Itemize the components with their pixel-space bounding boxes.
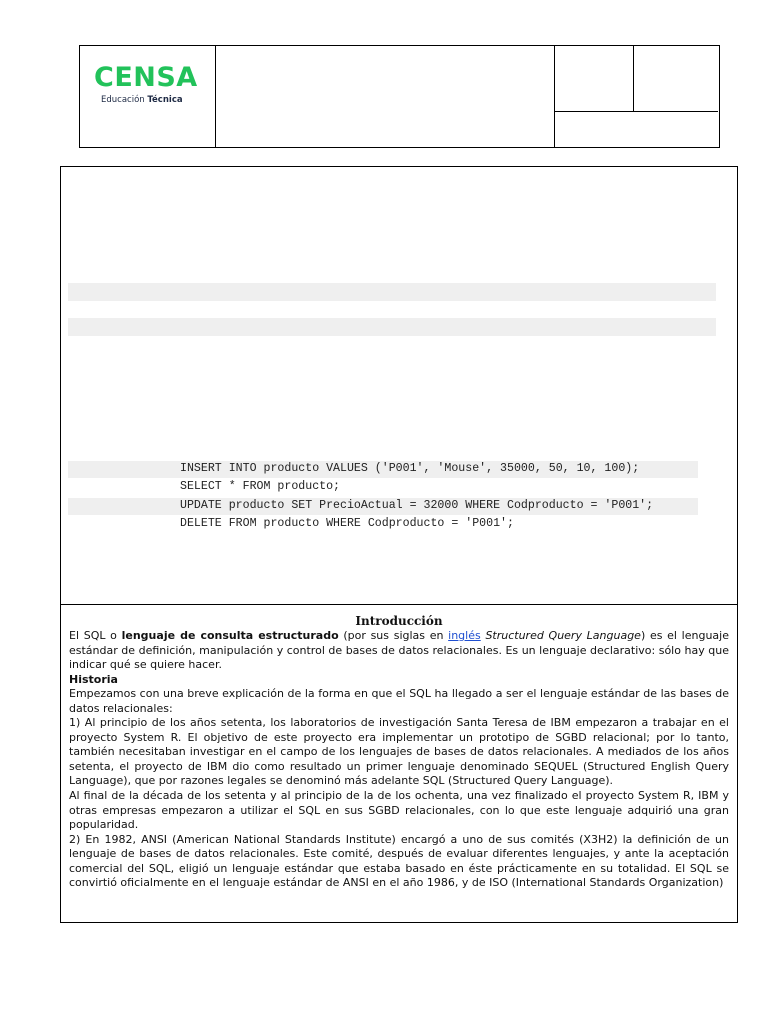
historia-paragraph-3: Al final de la década de los setenta y al principio de la de los ochenta, una vez finalizado el proyecto System R, IBM y otras empresas empezaron a utilizar el SQL en sus SGBD relacionales, con lo que este lenguaje adquirió una gran popularidad. xyxy=(69,789,729,832)
header-title-cell xyxy=(216,46,555,147)
header-cell-b xyxy=(634,46,718,112)
intro-paragraph: El SQL o lenguaje de consulta estructurado (por sus siglas en inglés Structured Query Language) es el lenguaje estándar de definición, manipulación y control de bases de datos relacionales. Es un lenguaje declarativo: sólo hay que indicar qué se quiere hacer. xyxy=(69,629,729,672)
shaded-line xyxy=(68,283,716,301)
censa-logo: CENSA xyxy=(94,62,198,93)
historia-paragraph-1: Empezamos con una breve explicación de la forma en que el SQL ha llegado a ser el lenguaje estándar de las bases de datos relacionales: xyxy=(69,687,729,715)
document-header-table xyxy=(79,45,720,148)
code-line-select: SELECT * FROM producto; xyxy=(180,480,341,493)
historia-paragraph-2: 1) Al principio de los años setenta, los laboratorios de investigación Santa Teresa de IBM empezaron a trabajar en el proyecto System R. El objetivo de este proyecto era implementar un prototipo de SGBD relacional; por lo tanto, también necesitaban investigar en el campo de los lenguajes de bases de datos relacionales. A mediados de los años setenta, el proyecto de IBM dio como resultado un primer lenguaje denominado SEQUEL (Structured English Query Language), que por razones legales se denominó más adelante SQL (Structured Query Language). xyxy=(69,716,729,788)
shaded-line xyxy=(68,318,716,336)
code-line-delete: DELETE FROM producto WHERE Codproducto = 'P001'; xyxy=(180,517,514,530)
header-cell-c xyxy=(555,112,718,147)
introduction-section xyxy=(61,613,737,891)
historia-heading: Historia xyxy=(69,672,118,686)
content-frame xyxy=(60,166,738,923)
code-line-update: UPDATE producto SET PrecioActual = 32000 WHERE Codproducto = 'P001'; xyxy=(180,499,654,512)
intro-title: Introducción xyxy=(355,614,443,628)
code-line-insert: INSERT INTO producto VALUES ('P001', 'Mouse', 35000, 50, 10, 100); xyxy=(180,462,640,475)
ingles-link[interactable]: inglés xyxy=(448,629,481,642)
logo-subtitle: Educación Técnica xyxy=(101,95,183,105)
logo-cell xyxy=(80,46,216,147)
header-cell-a xyxy=(555,46,634,112)
section-divider xyxy=(61,604,737,605)
historia-paragraph-4: 2) En 1982, ANSI (American National Standards Institute) encargó a uno de sus comités (X3H2) la definición de un lenguaje de bases de datos relacionales. Este comité, después de evaluar diferentes lenguajes, y ante la aceptación comercial del SQL, eligió un lenguaje estándar que estaba basado en éste prácticamente en su totalidad. El SQL se convirtió oficialmente en el lenguaje estándar de ANSI en el año 1986, y de ISO (International Standards Organization) xyxy=(69,832,729,890)
